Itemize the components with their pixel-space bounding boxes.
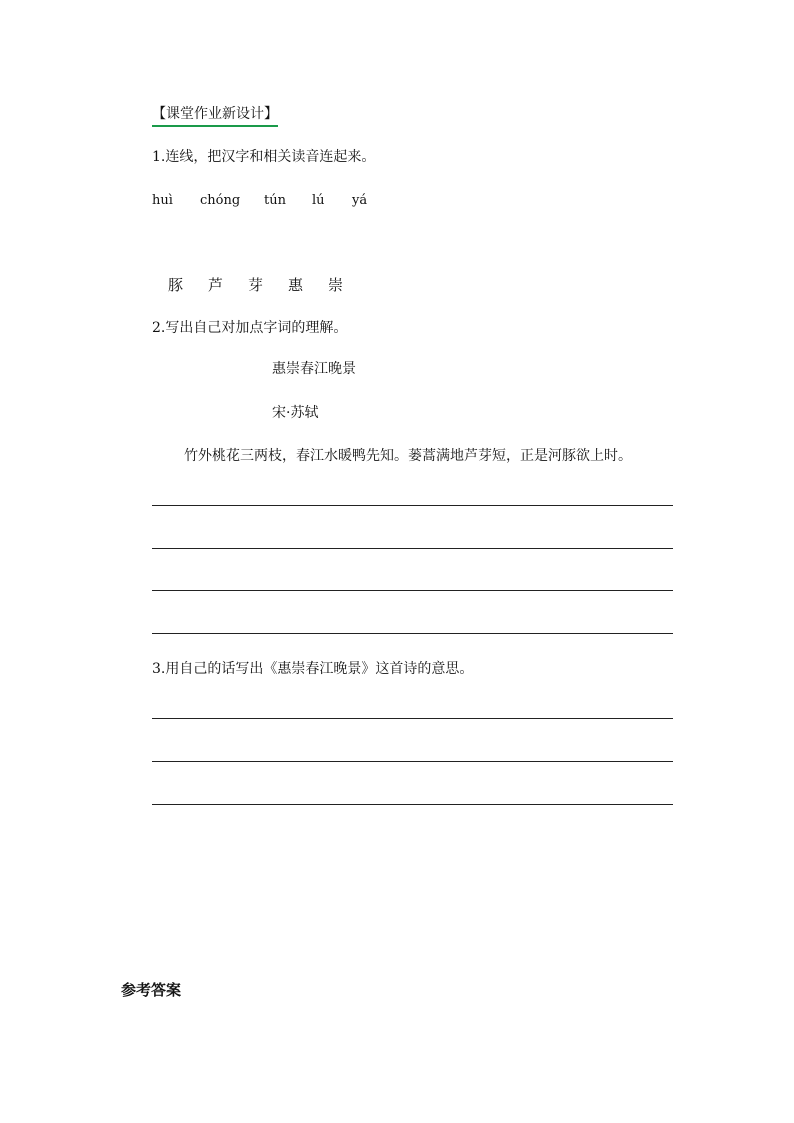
character-tun: 豚 [168, 276, 184, 294]
pinyin-tun: tún [264, 193, 286, 208]
question-1-prompt: 1.连线，把汉字和相关读音连起来。 [152, 149, 376, 165]
answer-line[interactable] [152, 761, 673, 762]
poem-title: 惠崇春江晚景 [272, 361, 356, 377]
pinyin-hui: huì [152, 193, 173, 208]
character-row [0, 275, 794, 295]
character-ya: 芽 [248, 276, 264, 294]
reference-answer-heading: 参考答案 [121, 981, 182, 999]
pinyin-chong: chóng [200, 193, 241, 208]
pinyin-lu: lú [312, 193, 325, 208]
question-3-prompt: 3.用自己的话写出《惠崇春江晚景》这首诗的意思。 [152, 661, 474, 677]
character-chong: 崇 [328, 276, 344, 294]
answer-line[interactable] [152, 718, 673, 719]
poem-author: 宋·苏轼 [272, 405, 319, 421]
poem-text: 竹外桃花三两枝，春江水暖鸭先知。蒌蒿满地芦芽短，正是河豚欲上时。 [184, 448, 632, 464]
answer-line[interactable] [152, 505, 673, 506]
character-lu: 芦 [208, 276, 224, 294]
answer-line[interactable] [152, 548, 673, 549]
section-title: 【课堂作业新设计】 [152, 104, 278, 127]
character-hui: 惠 [288, 276, 304, 294]
question-2-prompt: 2.写出自己对加点字词的理解。 [152, 320, 348, 336]
answer-line[interactable] [152, 804, 673, 805]
answer-line[interactable] [152, 633, 673, 634]
answer-line[interactable] [152, 590, 673, 591]
pinyin-ya: yá [352, 193, 368, 208]
